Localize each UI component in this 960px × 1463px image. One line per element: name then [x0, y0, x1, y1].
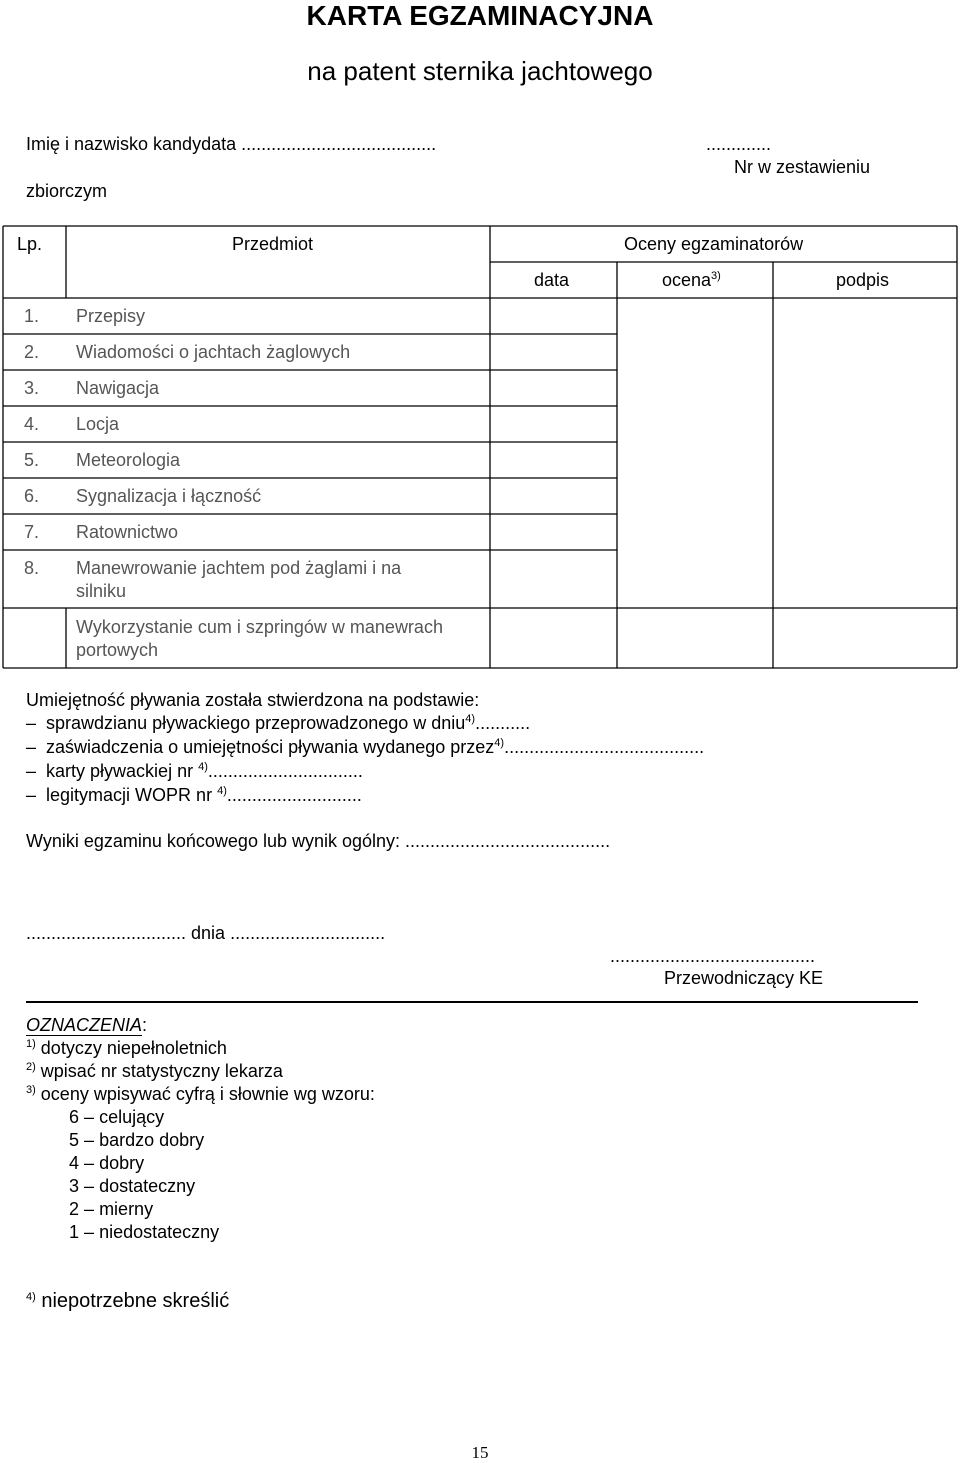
row-number: 6. — [24, 486, 40, 506]
dash: – — [26, 761, 37, 781]
chair-label: Przewodniczący KE — [664, 968, 824, 988]
row-subject: Wiadomości o jachtach żaglowych — [76, 342, 351, 362]
grade-scale-item: 6 – celujący — [69, 1107, 165, 1127]
column-grades-header: Oceny egzaminatorów — [624, 234, 804, 254]
notes-heading: OZNACZENIA: — [26, 1015, 148, 1035]
grade-scale-item: 3 – dostateczny — [69, 1176, 196, 1196]
swimming-item: – zaświadczenia o umiejętności pływania wydanego przez$^{4)}$........................................ — [26, 737, 705, 757]
column-subject-header: Przedmiot — [232, 234, 314, 254]
footnote-ref: 3) — [711, 270, 721, 282]
place-date-line: ................................ dnia ............................... — [26, 923, 386, 943]
row-number: 1. — [24, 306, 40, 326]
footnote-mark: 2) — [26, 1061, 36, 1073]
row-subject-line1: Manewrowanie jachtem pod żaglami i na — [76, 558, 402, 578]
row-number: 2. — [24, 342, 40, 362]
note-item: $^{1)}$ dotyczy niepełnoletnich — [26, 1038, 227, 1058]
footnote-mark: 3) — [26, 1084, 36, 1096]
candidate-name-label: Imię i nazwisko kandydata ....................................... — [26, 134, 437, 154]
row-subject-line2: silniku — [76, 581, 127, 601]
page-number: 15 — [471, 1443, 489, 1462]
column-lp-header: Lp. — [17, 234, 43, 254]
footnote-ref: 4) — [494, 737, 505, 749]
row-number: 4. — [24, 414, 40, 434]
note-item: $^{3)}$ oceny wpisywać cyfrą i słownie wg wzoru: — [26, 1084, 375, 1104]
row-subject: Ratownictwo — [76, 522, 179, 542]
footnote-ref: 4) — [198, 761, 208, 773]
dash: – — [26, 713, 37, 733]
footnote-ref: 4) — [217, 785, 227, 797]
candidate-number-dots: ............. — [706, 134, 772, 154]
grade-scale-item: 5 – bardzo dobry — [69, 1130, 205, 1150]
row-number: 7. — [24, 522, 40, 542]
column-grade-header: ocena$^{3)}$ — [662, 270, 721, 290]
row-subject-line1: Wykorzystanie cum i szpringów w manewrach — [76, 617, 443, 637]
note-item: $^{2)}$ wpisać nr statystyczny lekarza — [26, 1061, 283, 1081]
swimming-item: – sprawdzianu pływackiego przeprowadzonego w dniu$^{4)}$........... — [26, 713, 531, 733]
footnote-mark: 4) — [26, 1291, 36, 1303]
footnote-ref: 4) — [465, 713, 476, 725]
swimming-item: – legitymacji WOPR nr $^{4)}$........................... — [26, 785, 362, 805]
row-subject: Przepisy — [76, 306, 146, 326]
candidate-number-label-cont: zbiorczym — [26, 181, 108, 201]
row-subject: Nawigacja — [76, 378, 160, 398]
column-signature-header: podpis — [836, 270, 890, 290]
grade-scale-item: 2 – mierny — [69, 1199, 154, 1219]
row-number: 5. — [24, 450, 40, 470]
grade-scale-item: 4 – dobry — [69, 1153, 145, 1173]
row-subject-line2: portowych — [76, 640, 159, 660]
swimming-item: – karty pływackiej nr $^{4)}$............................... — [26, 761, 363, 781]
document-subtitle: na patent sternika jachtowego — [307, 56, 653, 86]
candidate-number-label: Nr w zestawieniu — [734, 157, 871, 177]
chair-signature-dots: ......................................... — [610, 946, 816, 966]
swimming-intro: Umiejętność pływania została stwierdzona na podstawie: — [26, 690, 480, 710]
row-number: 8. — [24, 558, 40, 578]
row-number: 3. — [24, 378, 40, 398]
footnote-mark: 1) — [26, 1038, 36, 1050]
grade-scale-item: 1 – niedostateczny — [69, 1222, 220, 1242]
row-subject: Locja — [76, 414, 120, 434]
dash: – — [26, 785, 37, 805]
document-title: KARTA EGZAMINACYJNA — [306, 0, 654, 31]
dash: – — [26, 737, 37, 757]
row-subject: Meteorologia — [76, 450, 181, 470]
column-date-header: data — [534, 270, 570, 290]
final-results-label: Wyniki egzaminu końcowego lub wynik ogólny: ......................................... — [26, 831, 611, 851]
row-subject: Sygnalizacja i łączność — [76, 486, 262, 506]
separator-line — [26, 1001, 918, 1003]
footnote-4: $^{4)}$ niepotrzebne skreślić — [26, 1290, 230, 1312]
